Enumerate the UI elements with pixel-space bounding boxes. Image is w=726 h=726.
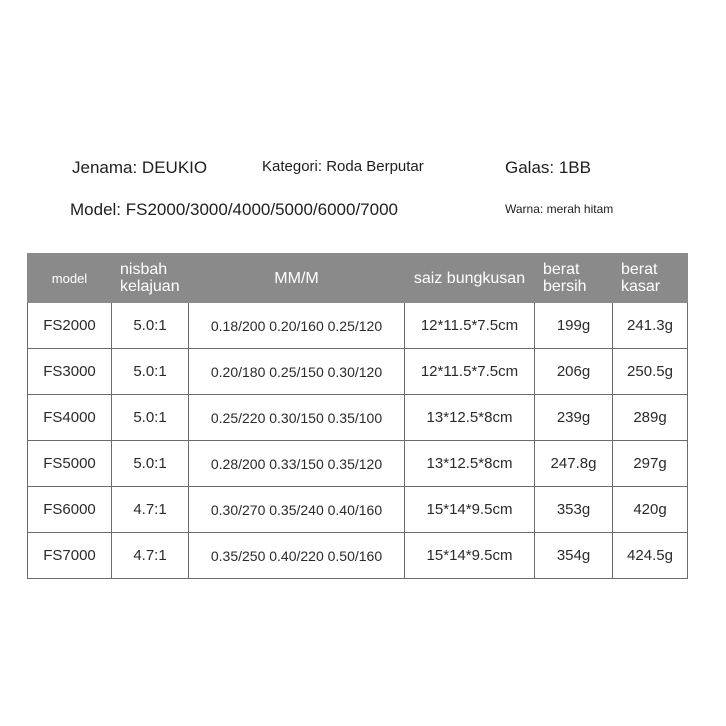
cell-line-capacity: 0.25/220 0.30/150 0.35/100 [189, 395, 405, 441]
header-net-weight [535, 254, 613, 303]
cell-package-size: 13*12.5*8cm [405, 395, 535, 441]
cell-model: FS5000 [28, 441, 112, 487]
header-speed-ratio [112, 254, 189, 303]
bearing-label: Galas: 1BB [505, 158, 591, 177]
cell-package-size: 13*12.5*8cm [405, 441, 535, 487]
cell-net-weight: 199g [535, 303, 613, 349]
cell-package-size: 15*14*9.5cm [405, 487, 535, 533]
cell-ratio: 5.0:1 [112, 303, 189, 349]
cell-gross-weight: 250.5g [613, 349, 688, 395]
table-row [28, 395, 688, 441]
cell-package-size: 12*11.5*7.5cm [405, 303, 535, 349]
header-model: model [28, 254, 112, 303]
cell-net-weight: 354g [535, 533, 613, 579]
header-package-size: saiz bungkusan [405, 254, 535, 303]
category-label: Kategori: Roda Berputar [262, 158, 424, 175]
cell-ratio: 5.0:1 [112, 395, 189, 441]
cell-line-capacity: 0.30/270 0.35/240 0.40/160 [189, 487, 405, 533]
cell-line-capacity: 0.18/200 0.20/160 0.25/120 [189, 303, 405, 349]
brand-label: Jenama: DEUKIO [72, 158, 208, 177]
model-list-label: Model: FS2000/3000/4000/5000/6000/7000 [70, 200, 398, 219]
header-gross-weight-line2: kasar [621, 278, 661, 295]
table-row [28, 533, 688, 579]
cell-line-capacity: 0.20/180 0.25/150 0.30/120 [189, 349, 405, 395]
spec-table [27, 253, 688, 579]
header-speed-ratio-line2: kelajuan [120, 278, 180, 295]
table-header-row [28, 254, 688, 303]
cell-net-weight: 353g [535, 487, 613, 533]
cell-net-weight: 247.8g [535, 441, 613, 487]
cell-ratio: 4.7:1 [112, 487, 189, 533]
cell-model: FS4000 [28, 395, 112, 441]
cell-gross-weight: 420g [613, 487, 688, 533]
cell-gross-weight: 297g [613, 441, 688, 487]
table-row [28, 487, 688, 533]
cell-package-size: 12*11.5*7.5cm [405, 349, 535, 395]
cell-line-capacity: 0.35/250 0.40/220 0.50/160 [189, 533, 405, 579]
cell-ratio: 5.0:1 [112, 349, 189, 395]
header-net-weight-line2: bersih [543, 278, 587, 295]
header-gross-weight [613, 254, 688, 303]
cell-ratio: 5.0:1 [112, 441, 189, 487]
cell-line-capacity: 0.28/200 0.33/150 0.35/120 [189, 441, 405, 487]
cell-model: FS7000 [28, 533, 112, 579]
cell-model: FS3000 [28, 349, 112, 395]
cell-package-size: 15*14*9.5cm [405, 533, 535, 579]
cell-net-weight: 206g [535, 349, 613, 395]
cell-gross-weight: 424.5g [613, 533, 688, 579]
cell-net-weight: 239g [535, 395, 613, 441]
header-gross-weight-line1: berat [621, 261, 658, 278]
table-row [28, 303, 688, 349]
table-row [28, 349, 688, 395]
header-net-weight-line1: berat [543, 261, 580, 278]
cell-model: FS6000 [28, 487, 112, 533]
header-line-capacity: MM/M [189, 254, 405, 303]
header-speed-ratio-line1: nisbah [120, 261, 168, 278]
cell-gross-weight: 289g [613, 395, 688, 441]
color-label: Warna: merah hitam [505, 202, 614, 216]
cell-ratio: 4.7:1 [112, 533, 189, 579]
table-row [28, 441, 688, 487]
cell-model: FS2000 [28, 303, 112, 349]
cell-gross-weight: 241.3g [613, 303, 688, 349]
